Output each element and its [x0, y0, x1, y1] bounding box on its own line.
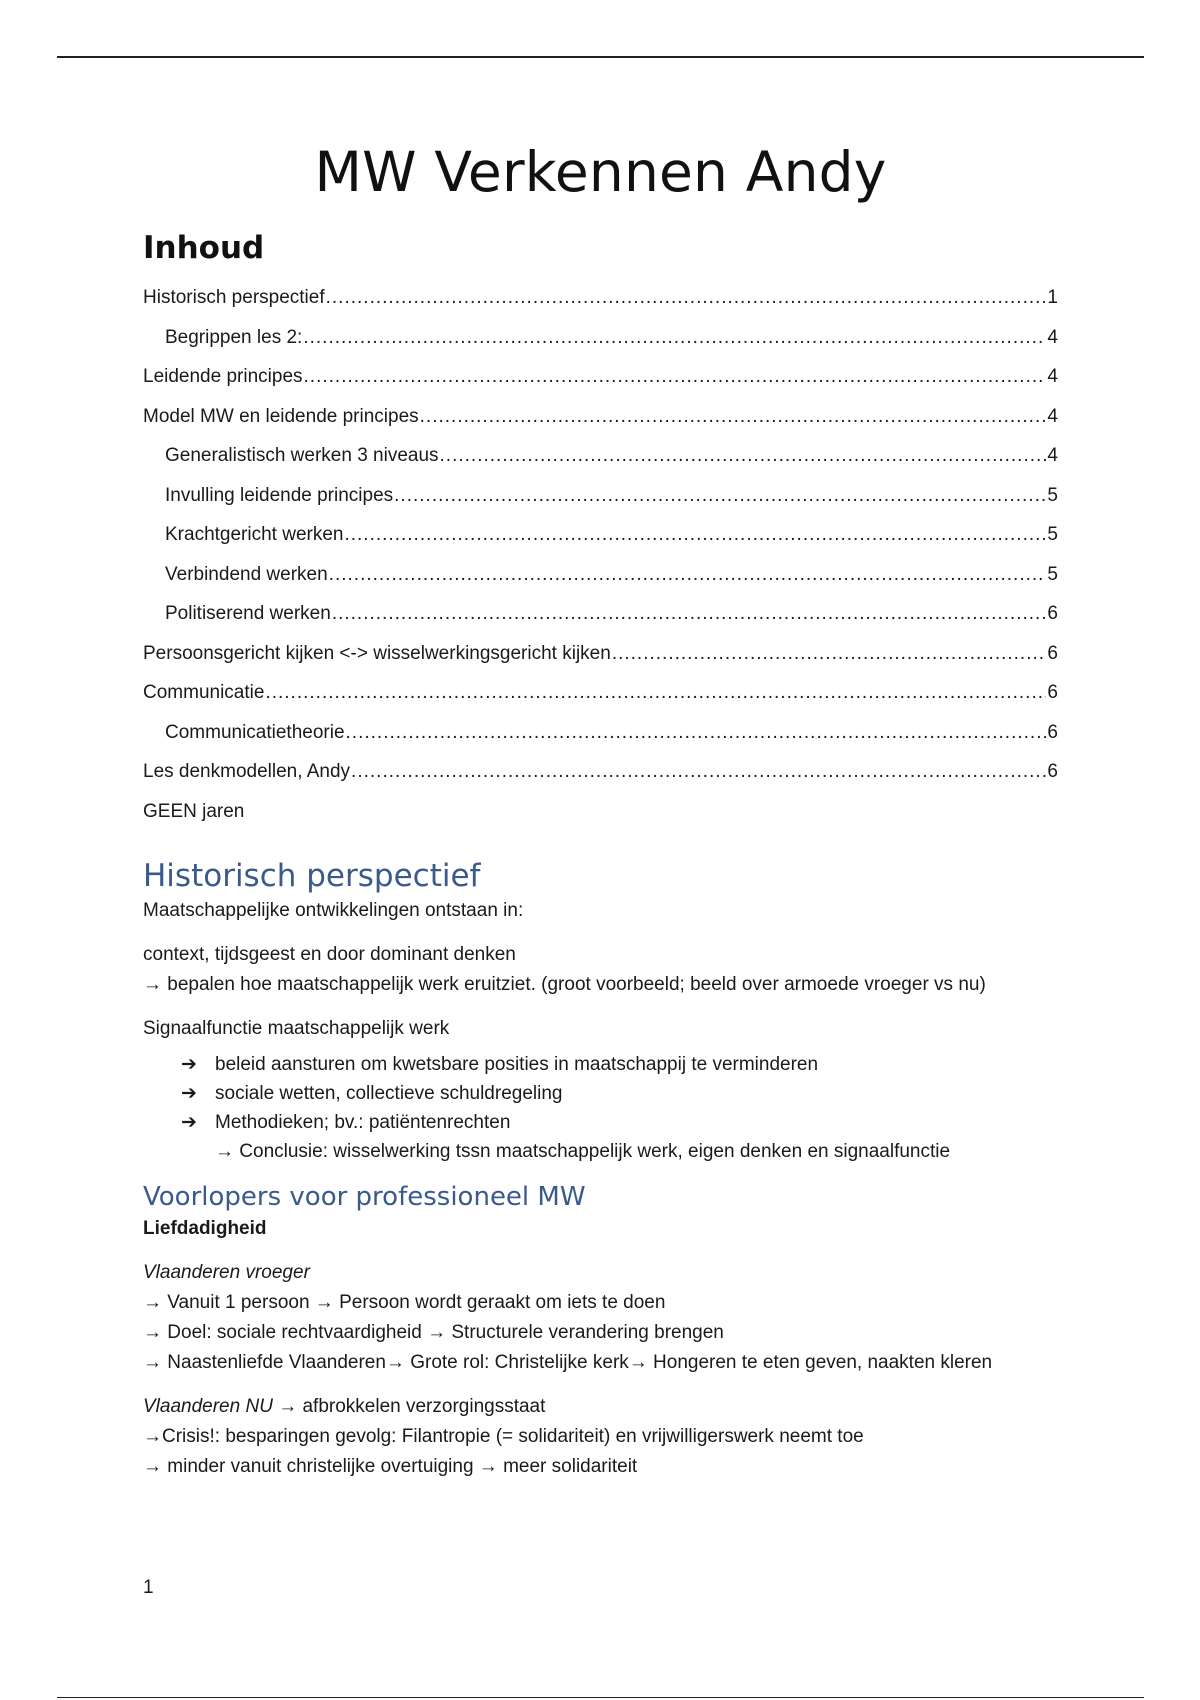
subheading-liefdadigheid: Liefdadigheid: [143, 1217, 267, 1239]
toc-entry[interactable]: Verbindend werken ..... 5: [143, 555, 1058, 595]
section-intro: Maatschappelijke ontwikkelingen ontstaan in:: [143, 899, 524, 921]
toc-entry[interactable]: Communicatietheorie ..... 6: [143, 713, 1058, 753]
table-of-contents: [143, 278, 1058, 832]
body-text: →Crisis!: besparingen gevolg: Filantropie (= solidariteit) en vrijwilligerswerk neemt toe: [143, 1425, 864, 1447]
toc-entry[interactable]: Communicatie ..... 6: [143, 673, 1058, 713]
toc-entry[interactable]: Krachtgericht werken ..... 5: [143, 515, 1058, 555]
toc-entry[interactable]: Leidende principes ..... 4: [143, 357, 1058, 397]
past-label: Vlaanderen vroeger: [143, 1261, 310, 1283]
toc-entry[interactable]: Les denkmodellen, Andy ..... 6: [143, 752, 1058, 792]
toc-heading: Inhoud: [143, 230, 265, 266]
body-text: → minder vanuit christelijke overtuiging → meer solidariteit: [143, 1455, 638, 1477]
now-label: Vlaanderen NU: [143, 1395, 273, 1417]
list-item: ➔ Methodieken; bv.: patiëntenrechten: [181, 1108, 1058, 1137]
arrow-bullet-icon: ➔: [181, 1111, 197, 1133]
top-rule: [57, 56, 1144, 58]
toc-note: GEEN jaren: [143, 800, 245, 822]
body-text: → Vanuit 1 persoon → Persoon wordt geraakt om iets te doen: [143, 1291, 666, 1313]
page-number: 1: [143, 1577, 154, 1598]
toc-entry[interactable]: Historisch perspectief ..... 1: [143, 278, 1058, 318]
arrow-list: [143, 1050, 1058, 1137]
section-heading-voorlopers: Voorlopers voor professioneel MW: [143, 1181, 586, 1212]
arrow-bullet-icon: ➔: [181, 1053, 197, 1075]
page-content: [143, 140, 1058, 1482]
toc-entry[interactable]: Politiserend werken ..... 6: [143, 594, 1058, 634]
toc-entry[interactable]: Model MW en leidende principes ..... 4: [143, 397, 1058, 437]
list-item: ➔ sociale wetten, collectieve schuldregeling: [181, 1079, 1058, 1108]
toc-entry[interactable]: Invulling leidende principes ..... 5: [143, 476, 1058, 516]
signal-label: Signaalfunctie maatschappelijk werk: [143, 1017, 450, 1039]
body-text: → Doel: sociale rechtvaardigheid → Structurele verandering brengen: [143, 1321, 724, 1343]
arrow-bullet-icon: ➔: [181, 1082, 197, 1104]
body-text: → bepalen hoe maatschappelijk werk eruitziet. (groot voorbeeld; beeld over armoede vroeger vs nu): [143, 973, 986, 995]
body-text: context, tijdsgeest en door dominant denken: [143, 943, 516, 965]
list-item: ➔ beleid aansturen om kwetsbare posities in maatschappij te verminderen: [181, 1050, 1058, 1079]
conclusion-line: → Conclusie: wisselwerking tssn maatschappelijk werk, eigen denken en signaalfunctie: [215, 1140, 951, 1162]
bottom-rule: [57, 1697, 1144, 1698]
toc-entry[interactable]: Persoonsgericht kijken <-> wisselwerkingsgericht kijken ..... 6: [143, 634, 1058, 674]
now-line: Vlaanderen NU → afbrokkelen verzorgingsstaat: [143, 1395, 546, 1417]
toc-entry[interactable]: Begrippen les 2: ..... 4: [143, 318, 1058, 358]
toc-entry[interactable]: Generalistisch werken 3 niveaus ..... 4: [143, 436, 1058, 476]
body-text: → Naastenliefde Vlaanderen→ Grote rol: Christelijke kerk→ Hongeren te eten geven, naakten kleren: [143, 1351, 993, 1373]
document-title: MW Verkennen Andy: [314, 140, 887, 204]
section-heading-historisch: Historisch perspectief: [143, 857, 481, 894]
